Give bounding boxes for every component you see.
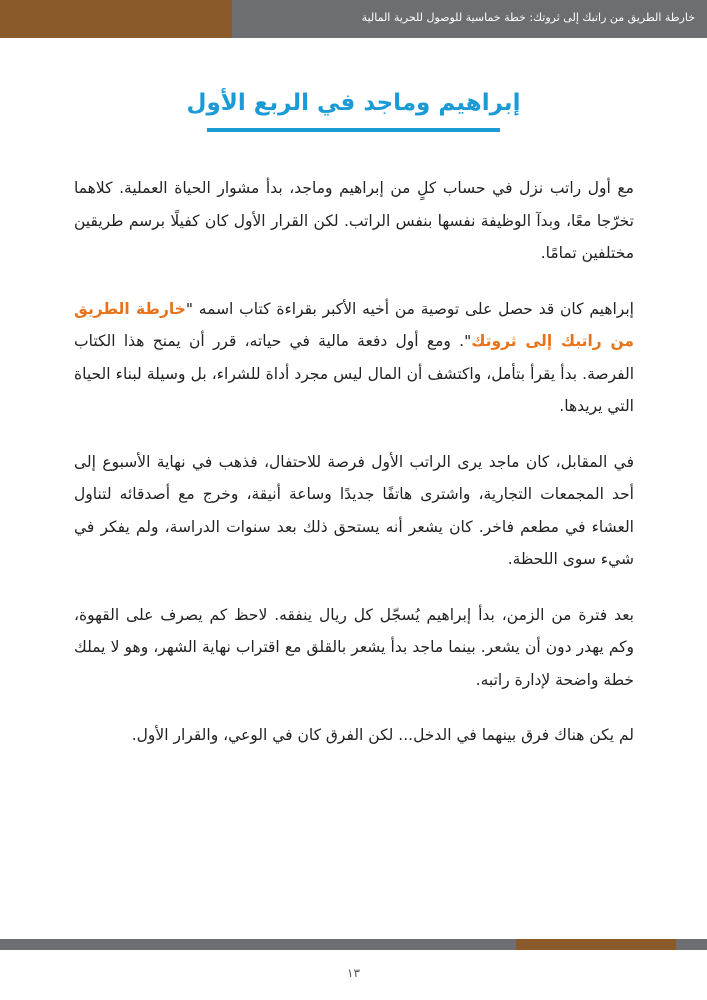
paragraph-2 — [74, 293, 634, 423]
paragraph-2-start: إبراهيم كان قد حصل على توصية من أخيه الأكبر بقراءة كتاب اسمه " — [185, 299, 634, 318]
chapter-title: إبراهيم وماجد في الربع الأول — [186, 90, 521, 116]
body-text — [74, 172, 634, 775]
paragraph-2-end: ". ومع أول دفعة مالية في حياته، قرر أن يمنح هذا الكتاب الفرصة. بدأ يقرأ بتأمل، واكتشف أن المال ليس مجرد أداة للشراء، بل وسيلة لبناء الحياة التي يريدها. — [74, 332, 634, 415]
footer-accent-block — [516, 939, 676, 950]
book-title-highlight: خارطة الطريق من راتبك إلى ثروتك — [74, 299, 635, 350]
paragraph-3: في المقابل، كان ماجد يرى الراتب الأول فرصة للاحتفال، فذهب في نهاية الأسبوع إلى أحد المجمعات التجارية، واشترى هاتفًا جديدًا وساعة أنيقة، وخرج مع أصدقائه لتناول العشاء في مطعم فاخر. كان يشعر أنه يستحق ذلك بعد سنوات الدراسة، ولم يفكر في شيء سوى اللحظة. — [74, 452, 634, 568]
page-number: ١٣ — [347, 966, 360, 980]
paragraph-4: بعد فترة من الزمن، بدأ إبراهيم يُسجّل كل ريال ينفقه. لاحظ كم يصرف على القهوة، وكم يهدر دون أن يشعر. بينما ماجد بدأ يشعر بالقلق مع اقتراب نهاية الشهر، وهو لا يملك خطة واضحة لإدارة راتبه. — [74, 605, 634, 689]
paragraph-1: مع أول راتب نزل في حساب كلٍ من إبراهيم وماجد، بدأ مشوار الحياة العملية. كلاهما تخرّجا معًا، وبدآ الوظيفة نفسها بنفس الراتب. لكن القرار الأول كان كفيلًا برسم طريقين مختلفين تمامًا. — [74, 179, 634, 262]
running-header-title: خارطة الطريق من راتبك إلى ثروتك: خطة خماسية للوصول للحرية المالية — [361, 11, 695, 24]
header-accent-block — [0, 0, 232, 38]
title-underline — [207, 128, 500, 132]
paragraph-5: لم يكن هناك فرق بينهما في الدخل... لكن الفرق كان في الوعي، والقرار الأول. — [131, 726, 634, 744]
